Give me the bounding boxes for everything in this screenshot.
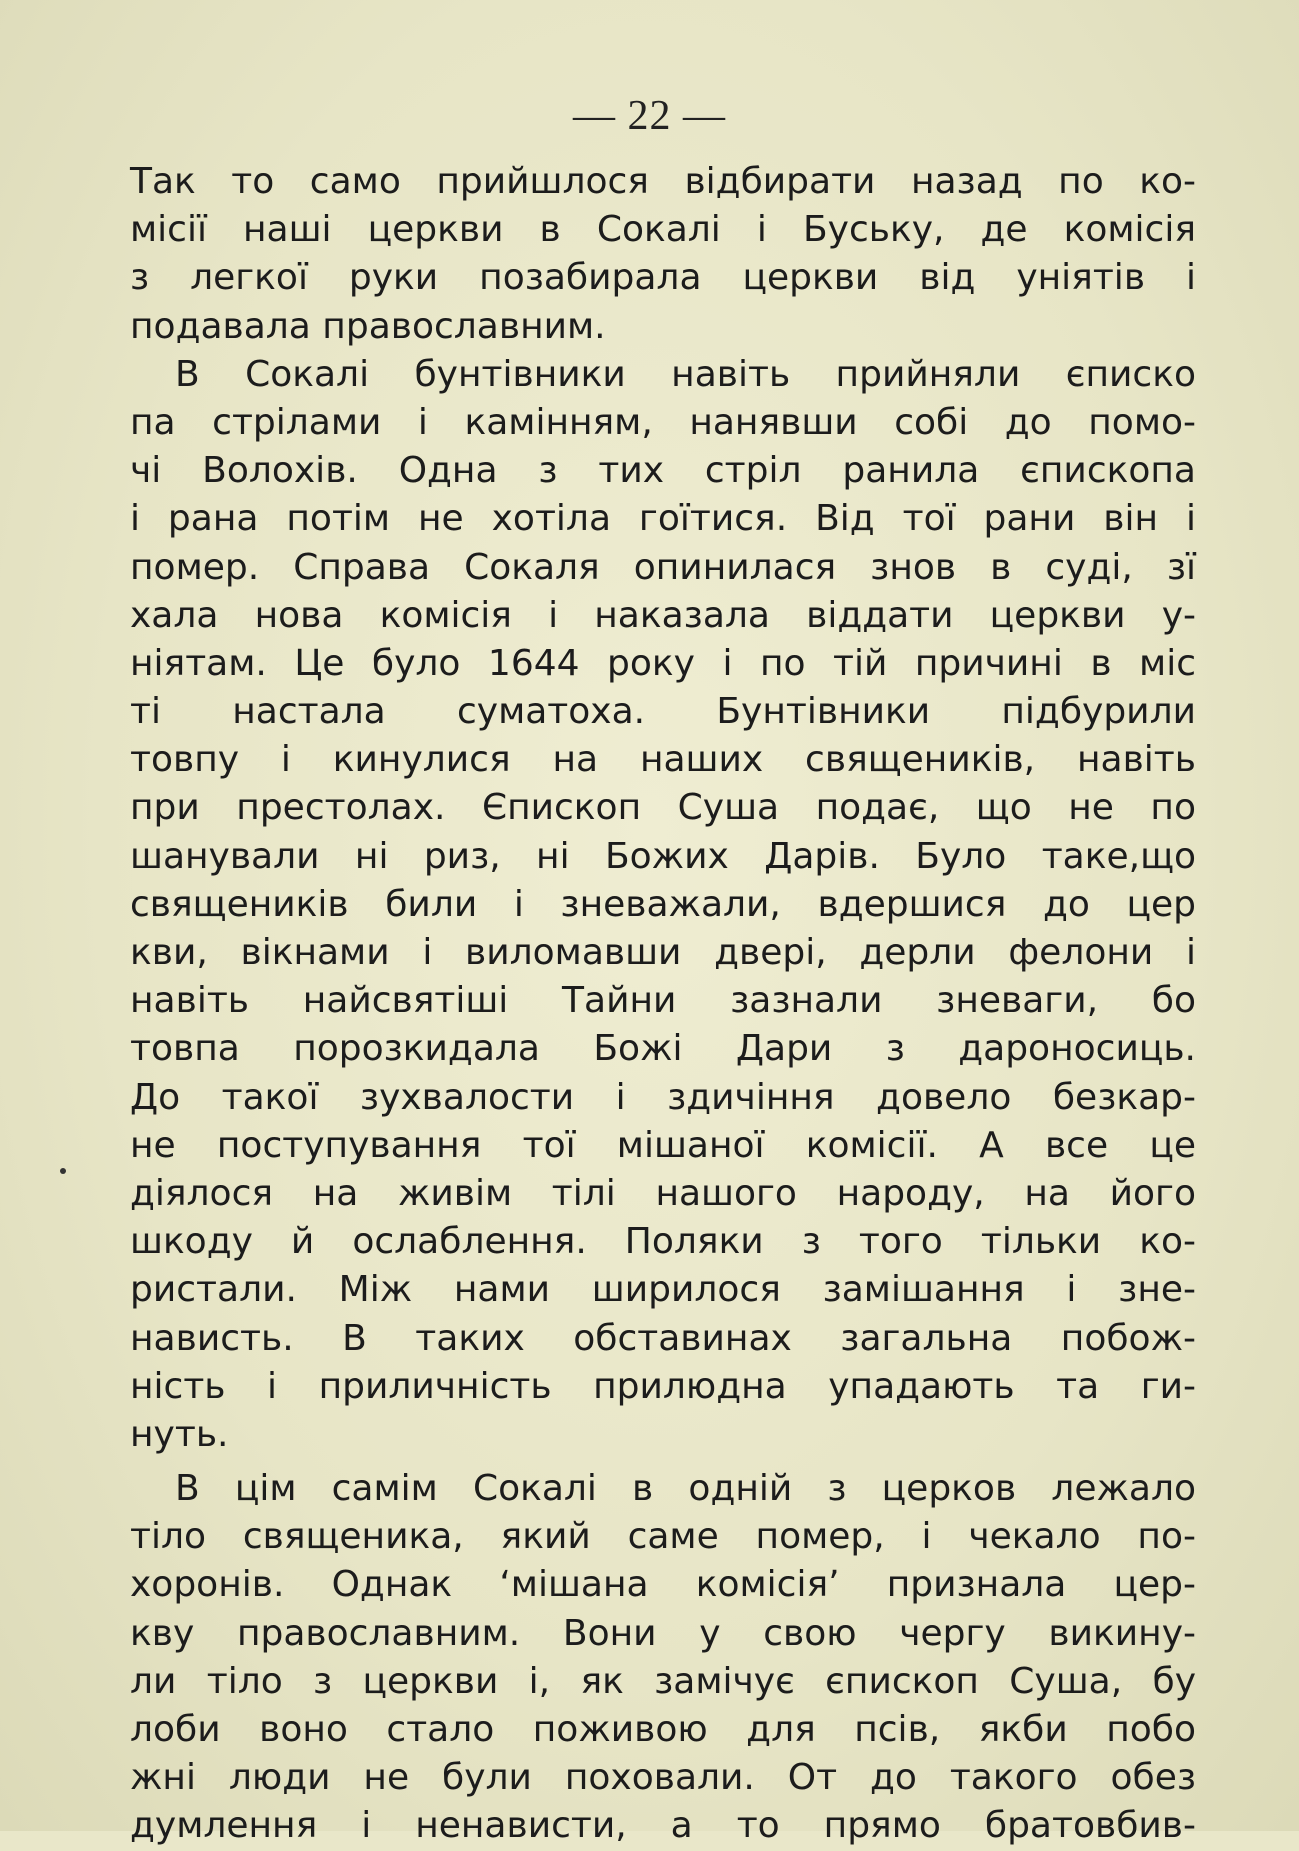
text-line: жні люди не були поховали. От до такого обез (130, 1757, 1196, 1799)
text-line: ність і приличність прилюдна упадають та ги- (130, 1365, 1196, 1407)
text-line: чі Волохів. Одна з тих стріл ранила єпископа (130, 450, 1196, 492)
text-line: нависть. В таких обставинах загальна побож- (130, 1317, 1196, 1359)
text-line: ті настала суматоха. Бунтівники підбурили (130, 691, 1196, 733)
text-line: кву православним. Вони у свою чергу викину- (130, 1612, 1196, 1654)
text-line: ніятам. Це було 1644 року і по тій причині в міс (130, 642, 1196, 684)
margin-dot (60, 1168, 66, 1174)
text-line: не поступування тої мішаної комісії. А все це (130, 1124, 1196, 1166)
text-line: навіть найсвятіші Тайни зазнали зневаги, бо (130, 980, 1196, 1022)
body-text (130, 158, 1196, 1851)
text-line: товпа порозкидала Божі Дари з дароносиць. (130, 1028, 1196, 1070)
text-line: хоронів. Однак ‘мішана комісія’ признала цер- (130, 1564, 1196, 1606)
paragraph (130, 1465, 1196, 1851)
text-line: До такої зухвалости і здичіння довело безкар- (130, 1076, 1196, 1118)
text-line: з легкої руки позабирала церкви від уніятів і (130, 257, 1196, 299)
text-line: товпу і кинулися на наших священиків, навіть (130, 739, 1196, 781)
text-line: при престолах. Єпископ Суша подає, що не по (130, 787, 1196, 829)
paragraph (130, 158, 1196, 351)
page-number: — 22 — (573, 93, 726, 139)
text-line: тіло священика, який саме помер, і чекало по- (130, 1516, 1196, 1558)
text-line: діялося на живім тілі нашого народу, на його (130, 1172, 1196, 1214)
text-line: місії наші церкви в Сокалі і Буську, де комісія (130, 209, 1196, 251)
text-line: хала нова комісія і наказала віддати церкви у- (130, 594, 1196, 636)
text-line: шкоду й ослаблення. Поляки з того тільки ко- (130, 1221, 1196, 1263)
text-line: священиків били і зневажали, вдершися до цер (130, 883, 1196, 925)
text-line: кви, вікнами і виломавши двері, дерли фелони і (130, 932, 1196, 973)
text-line: думлення і ненависти, а то прямо братовбив- (130, 1805, 1196, 1847)
text-line: подавала православним. (130, 305, 606, 347)
text-line: ли тіло з церкви і, як замічує єпископ Суша, бу (130, 1660, 1196, 1702)
text-line: па стрілами і камінням, нанявши собі до помо- (130, 401, 1196, 443)
text-line: Так то само прийшлося відбирати назад по ко- (130, 161, 1196, 202)
text-line: В цім самім Сокалі в одній з церков лежало (175, 1468, 1196, 1510)
paragraph (130, 351, 1196, 1459)
text-line: нуть. (130, 1413, 229, 1455)
text-line: помер. Справа Сокаля опинилася знов в суді, зї (130, 546, 1196, 588)
text-line: ристали. Між нами ширилося замішання і зне- (130, 1269, 1196, 1311)
text-line: шанували ні риз, ні Божих Дарів. Було таке,що (130, 835, 1196, 877)
text-line: і рана потім не хотіла гоїтися. Від тої рани він і (130, 498, 1196, 540)
text-line: В Сокалі бунтівники навіть прийняли єписко (175, 353, 1196, 395)
text-line: лоби воно стало поживою для псів, якби побо (130, 1709, 1196, 1750)
